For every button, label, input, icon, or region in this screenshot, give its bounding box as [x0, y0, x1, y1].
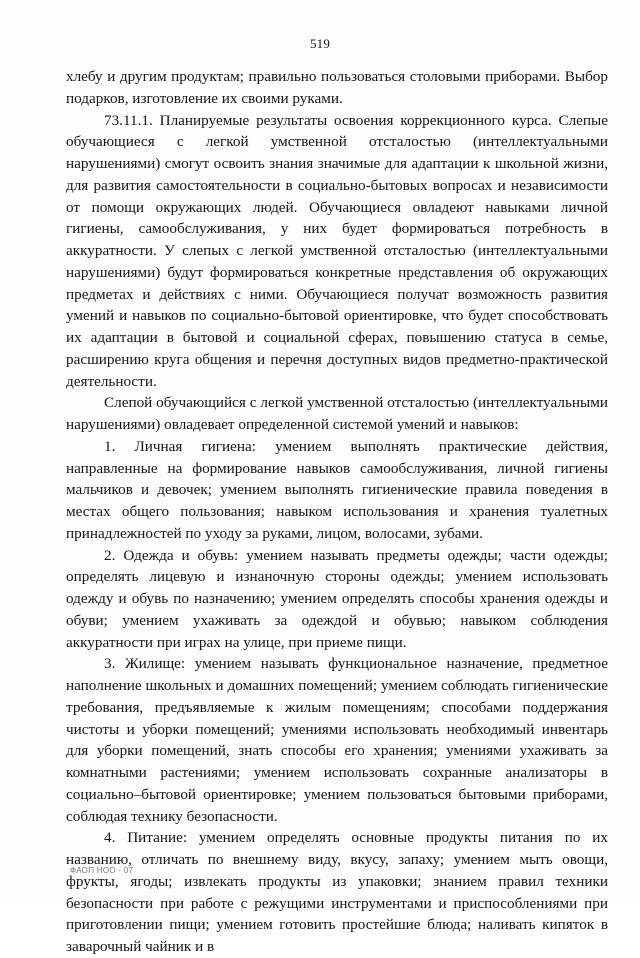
document-body [66, 66, 608, 958]
paragraph-dwelling: 3. Жилище: умением называть функциональное назначение, предметное наполнение школьных и домашних помещений; умением соблюдать гигиенические требования, предъявляемые к жилым помещениям; способами поддержания чистоты и уборки помещений; умениями использовать необходимый инвентарь для уборки помещений, знать способы его хранения; умениями ухаживать за комнатными растениями; умением использовать сохранные анализаторы в социально–бытовой ориентировке; умением пользоваться бытовыми приборами, соблюдая технику безопасности. [66, 655, 608, 825]
paragraph-clothing-footwear: 2. Одежда и обувь: умением называть предметы одежды; части одежды; определять лицевую и изнаночную стороны одежды; умением использовать одежду и обувь по назначению; умением определять способы хранения одежды и обуви; умением ухаживать за одеждой и обувью; навыком соблюдения аккуратности при играх на улице, при приеме пищи. [66, 546, 608, 651]
paragraph-personal-hygiene: 1. Личная гигиена: умением выполнять практические действия, направленные на формирование навыков самообслуживания, личной гигиены мальчиков и девочек; умением выполнять гигиенические правила поведения в местах общего пользования; навыком использования и хранения туалетных принадлежностей по уходу за руками, лицом, волосами, зубами. [66, 437, 608, 542]
paragraph-continuation: хлебу и другим продуктам; правильно пользоваться столовыми приборами. Выбор подарков, изготовление их своими руками. [66, 68, 608, 107]
page-number: 519 [309, 36, 331, 51]
paragraph-nutrition: 4. Питание: умением определять основные продукты питания по их названию, отличать по внешнему виду, вкусу, запаху; умением мыть овощи, фрукты, ягоды; извлекать продукты из упаковки; знанием правил техники безопасности при работе с режущими инструментами и приспособлениями при приготовлении пищи; умением готовить простейшие блюда; наливать кипяток в заварочный чайник и в [66, 829, 608, 955]
paragraph-skills-intro: Слепой обучающийся с легкой умственной отсталостью (интеллектуальными нарушениями) овладевает определенной системой умений и навыков: [66, 394, 608, 433]
footer-document-code: ФАОП НОО - 07 [70, 866, 134, 875]
paragraph-planned-results: 73.11.1. Планируемые результаты освоения коррекционного курса. Слепые обучающиеся с легкой умственной отсталостью (интеллектуальными нарушениями) смогут освоить знания значимые для адаптации к школьной жизни, для развития самостоятельности в социально-бытовых вопросах и независимости от помощи окружающих людей. Обучающиеся овладеют навыками личной гигиены, самообслуживания, у них будет формироваться потребность в аккуратности. У слепых с легкой умственной отсталостью (интеллектуальными нарушениями) будут формироваться конкретные представления об окружающих предметах и действиях с ними. Обучающиеся получат возможность развития умений и навыков по социально-бытовой ориентировке, что будет способствовать их адаптации в бытовой и социальной сферах, повышению статуса в семье, расширению круга общения и перечня доступных видов предметно-практической деятельности. [66, 111, 608, 390]
